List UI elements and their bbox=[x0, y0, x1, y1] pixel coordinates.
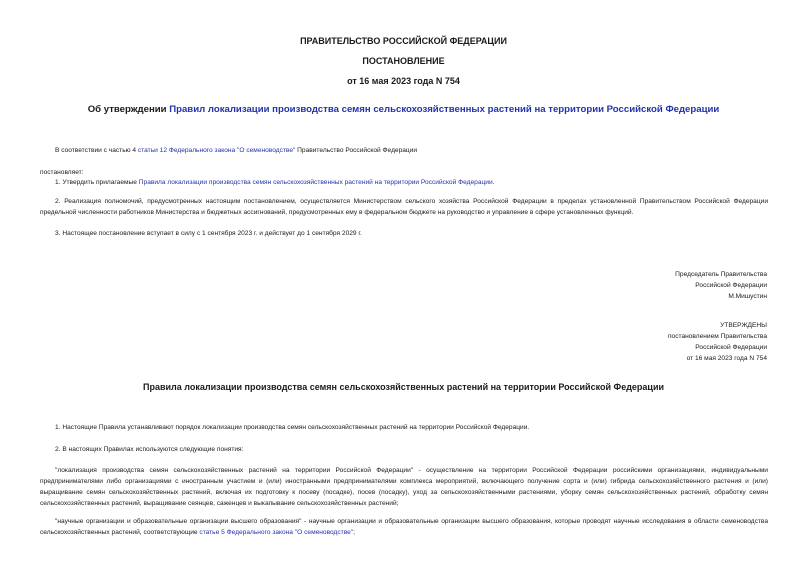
definition-2-end: ; bbox=[353, 529, 355, 536]
item-1-paragraph bbox=[55, 177, 494, 188]
approved-country: Российской Федерации bbox=[695, 344, 767, 351]
rules-title-link[interactable]: Правил локализации производства семян сельскохозяйственных растений на территории Российской Федерации bbox=[169, 104, 720, 115]
signature-name: М.Мишустин bbox=[728, 293, 767, 300]
rules-paragraph-2: 2. В настоящих Правилах используются следующие понятия: bbox=[55, 446, 244, 453]
approved-by: постановлением Правительства bbox=[667, 333, 767, 340]
definition-2-text: "научные организации и образовательные организации высшего образования" - научные организации и образовательные организации высшего образования, которые проводят научные исследования в области семеноводства сельскохозяйственных растений, соответствующие bbox=[40, 518, 768, 536]
item-3-paragraph: 3. Настоящее постановление вступает в силу с 1 сентября 2023 г. и действует до 1 сентября 2029 г. bbox=[55, 230, 362, 237]
resolves-text: постановляет: bbox=[40, 169, 84, 176]
document-title-prefix: Об утверждении bbox=[87, 104, 170, 115]
rules-section-title: Правила локализации производства семян сельскохозяйственных растений на территории Российской Федерации bbox=[142, 382, 665, 392]
item-2-paragraph: 2. Реализация полномочий, предусмотренных настоящим постановлением, осуществляется Министерством сельского хозяйства Российской Федерации в пределах установленной Правительством Российской Федерации предельной численности работников Министерства и бюджетных ассигнований, предусмотренных ему в федеральном бюджете на руководство и управление в сфере установленных функций. bbox=[40, 198, 768, 216]
signature-position: Председатель Правительства bbox=[675, 271, 767, 278]
approved-rules-link[interactable]: Правила локализации производства семян сельскохозяйственных растений на территории Российской Федерации bbox=[138, 179, 493, 186]
definition-scientific-organizations bbox=[40, 516, 768, 538]
document-title bbox=[0, 104, 807, 115]
signature-country: Российской Федерации bbox=[695, 282, 767, 289]
rules-paragraph-1: 1. Настоящие Правила устанавливают порядок локализации производства семян сельскохозяйственных растений на территории Российской Федерации. bbox=[55, 424, 530, 431]
signature-block bbox=[675, 269, 767, 302]
preamble-text-before: В соответствии с частью 4 bbox=[55, 147, 138, 154]
item-1-text-before: 1. Утвердить прилагаемые bbox=[55, 179, 139, 186]
law-article-12-link[interactable]: статьи 12 Федерального закона "О семеноводстве" bbox=[137, 147, 296, 154]
preamble-paragraph bbox=[55, 145, 417, 156]
document-date-number: от 16 мая 2023 года N 754 bbox=[347, 76, 460, 86]
approval-stamp-block bbox=[668, 320, 767, 364]
law-article-5-link[interactable]: статье 5 Федерального закона "О семеноводстве" bbox=[199, 529, 354, 536]
government-heading: ПРАВИТЕЛЬСТВО РОССИЙСКОЙ ФЕДЕРАЦИИ bbox=[300, 36, 507, 46]
preamble-text-after: Правительство Российской Федерации bbox=[295, 147, 418, 154]
item-1-text-after: . bbox=[492, 179, 495, 186]
document-type-heading: ПОСТАНОВЛЕНИЕ bbox=[362, 56, 445, 66]
definition-localization: "локализация производства семян сельскохозяйственных растений на территории Российской Федерации" - осуществление на территории Российской Федерации российскими организациями, индивидуальными предпринимателями либо организациями с иностранным участием и (или) иностранными предпринимателями комплекса мероприятий, включающего получение сорта и (или) гибрида сельскохозяйственного растения и (или) выращивание семян сельскохозяйственных растений, включая их подготовку к посеву (посадке), посев (посадку), уход за сельскохозяйственными растениями, уборку семян сельскохозяйственных растений, обработку семян сельскохозяйственных растений, выращивание сеянцев, саженцев и выкапывание сельскохозяйственных растений; bbox=[40, 467, 768, 507]
approved-date-number: от 16 мая 2023 года N 754 bbox=[686, 355, 767, 362]
approved-heading: УТВЕРЖДЕНЫ bbox=[720, 322, 767, 329]
